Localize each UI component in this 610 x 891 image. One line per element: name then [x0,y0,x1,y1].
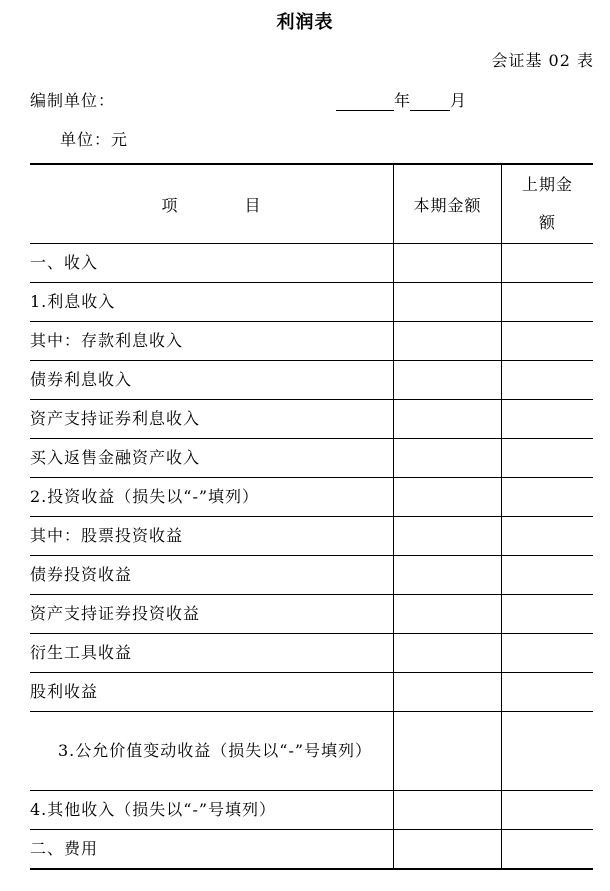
previous-period-cell[interactable] [502,361,594,400]
year-label: 年 [394,91,411,110]
row-label: 资产支持证券利息收入 [30,400,394,439]
current-period-cell[interactable] [394,400,502,439]
previous-period-cell[interactable] [502,556,594,595]
table-row [30,439,593,478]
current-period-cell[interactable] [394,439,502,478]
table-row [30,244,593,283]
row-label: 资产支持证券投资收益 [30,595,394,634]
table-row [30,595,593,634]
current-period-cell[interactable] [394,517,502,556]
table-row [30,712,593,791]
row-label: 3.公允价值变动收益（损失以“-”号填列） [30,712,394,791]
previous-period-cell[interactable] [502,244,594,283]
table-row [30,791,593,830]
date-field [336,88,466,111]
previous-period-cell[interactable] [502,673,594,712]
row-label: 其中：股票投资收益 [30,517,394,556]
row-label: 二、费用 [30,830,394,870]
current-period-cell[interactable] [394,283,502,322]
previous-period-cell[interactable] [502,517,594,556]
row-label: 一、收入 [30,244,394,283]
previous-period-cell[interactable] [502,322,594,361]
current-period-cell[interactable] [394,791,502,830]
table-row [30,361,593,400]
previous-period-cell[interactable] [502,400,594,439]
header-previous-period-line1: 上期金 [521,175,573,194]
current-period-cell[interactable] [394,556,502,595]
year-blank[interactable] [336,92,394,111]
row-label: 其中：存款利息收入 [30,322,394,361]
table-row [30,634,593,673]
current-period-cell[interactable] [394,322,502,361]
header-previous-period [502,164,594,244]
previous-period-cell[interactable] [502,634,594,673]
previous-period-cell[interactable] [502,830,594,870]
previous-period-cell[interactable] [502,283,594,322]
table-row [30,400,593,439]
row-label: 股利收益 [30,673,394,712]
row-label: 债券投资收益 [30,556,394,595]
currency-unit: 单位：元 [60,130,129,149]
current-period-cell[interactable] [394,830,502,870]
table-row [30,283,593,322]
current-period-cell[interactable] [394,478,502,517]
table-row [30,322,593,361]
page-title: 利润表 [276,12,334,33]
current-period-cell[interactable] [394,244,502,283]
table-row [30,830,593,870]
previous-period-cell[interactable] [502,712,594,791]
table-row [30,478,593,517]
month-label: 月 [450,91,467,110]
previous-period-cell[interactable] [502,439,594,478]
header-previous-period-line2: 额 [538,213,556,232]
previous-period-cell[interactable] [502,595,594,634]
table-row [30,517,593,556]
income-statement-table [30,163,593,870]
row-label: 2.投资收益（损失以“-”填列） [30,478,394,517]
month-blank[interactable] [410,92,450,111]
row-label: 衍生工具收益 [30,634,394,673]
current-period-cell[interactable] [394,361,502,400]
current-period-cell[interactable] [394,595,502,634]
row-label: 4.其他收入（损失以“-”号填列） [30,791,394,830]
current-period-cell[interactable] [394,634,502,673]
previous-period-cell[interactable] [502,478,594,517]
table-row [30,556,593,595]
table-row [30,673,593,712]
current-period-cell[interactable] [394,673,502,712]
header-item: 项 目 [30,164,394,244]
row-label: 债券利息收入 [30,361,394,400]
row-label: 买入返售金融资产收入 [30,439,394,478]
previous-period-cell[interactable] [502,791,594,830]
current-period-cell[interactable] [394,712,502,791]
row-label: 1.利息收入 [30,283,394,322]
header-current-period: 本期金额 [394,164,502,244]
preparer-label: 编制单位： [30,91,116,110]
form-code: 会证基 02 表 [491,51,594,70]
table-header-row [30,164,593,244]
